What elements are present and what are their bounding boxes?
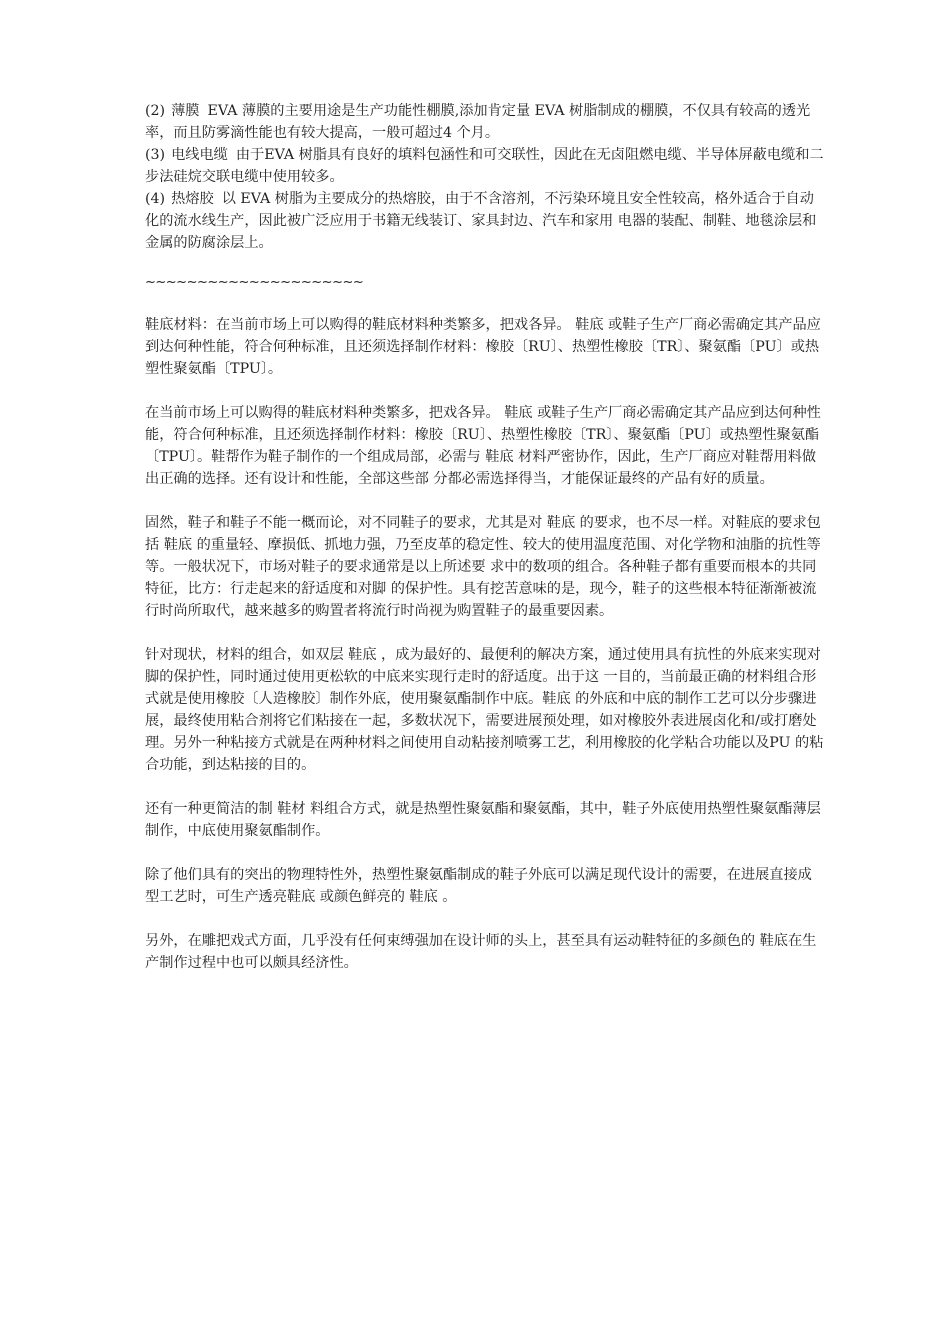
list-item-cable [145,144,825,188]
list-item-number: (2) [145,103,166,119]
list-item-text: 由于EVA 树脂具有良好的填料包涵性和可交联性，因此在无卤阻燃电缆、半导体屏蔽电缆和二步法硅烷交联电缆中使用较多。 [145,147,824,185]
paragraph-physical-properties: 除了他们具有的突出的物理特性外，热塑性聚氨酯制成的鞋子外底可以满足现代设计的需要，在进展直接成型工艺时，可生产透亮鞋底 或颜色鲜亮的 鞋底 。 [145,867,812,905]
list-item-title: 薄膜 [171,103,200,119]
list-item-number: (3) [145,147,166,163]
list-item-number: (4) [145,191,166,207]
tilde-divider: ~~~~~~~~~~~~~~~~~~~~~ [145,275,364,290]
list-item-title: 电线电缆 [171,147,228,163]
paragraph-market: 在当前市场上可以购得的鞋底材料种类繁多，把戏各异。 鞋底 或鞋子生产厂商必需确定其产品应到达何种性能，符合何种标准，且还须选择制作材料：橡胶〔RU〕、热塑性橡胶〔TR〕、聚氨酯〔PU〕或热塑性聚氨酯〔TPU〕。鞋帮作为鞋子制作的一个组成局部，必需与 鞋底 材料严密协作，因此，生产厂商应对鞋帮用料做出正确的选择。还有设计和性能，全部这些部 分都必需选择得当，才能保证最终的产品有好的质量。 [145,405,821,487]
list-item-hot-melt [145,188,825,254]
list-item-film [145,100,825,144]
paragraph-sole-materials: 鞋底材料：在当前市场上可以购得的鞋底材料种类繁多，把戏各异。 鞋底 或鞋子生产厂商必需确定其产品应到达何种性能，符合何种标准，且还须选择制作材料：橡胶〔RU〕、热塑性橡胶〔TR〕、聚氨酯〔PU〕或热塑性聚氨酯〔TPU〕。 [145,317,821,377]
paragraph-tpu-pu: 还有一种更简洁的制 鞋材 料组合方式，就是热塑性聚氨酯和聚氨酯，其中，鞋子外底使用热塑性聚氨酯薄层制作，中底使用聚氨酯制作。 [145,801,821,839]
paragraph-requirements: 固然，鞋子和鞋子不能一概而论，对不同鞋子的要求，尤其是对 鞋底 的要求，也不尽一样。对鞋底的要求包括 鞋底 的重量轻、摩损低、抓地力强，乃至皮革的稳定性、较大的使用温度范围、对化学物和油脂的抗性等等。一般状况下，市场对鞋子的要求通常是以上所述要 求中的数项的组合。各种鞋子都有重要而根本的共同特征，比方：行走起来的舒适度和对脚 的保护性。具有挖苦意味的是，现今，鞋子的这些根本特征渐渐被流行时尚所取代，越来越多的购置者将流行时尚视为购置鞋子的最重要因素。 [145,515,821,619]
list-item-text: 以 EVA 树脂为主要成分的热熔胶，由于不含溶剂，不污染环境且安全性较高，格外适合于自动化的流水线生产，因此被广泛应用于书籍无线装订、家具封边、汽车和家用 电器的装配、制鞋、地毯涂层和金属的防腐涂层上。 [145,191,817,251]
paragraph-design: 另外，在雕把戏式方面，几乎没有任何束缚强加在设计师的头上，甚至具有运动鞋特征的多颜色的 鞋底在生产制作过程中也可以颇具经济性。 [145,933,817,971]
document-page [145,100,825,996]
paragraph-combination: 针对现状，材料的组合，如双层 鞋底 ，成为最好的、最便利的解决方案，通过使用具有抗性的外底来实现对脚的保护性，同时通过使用更松软的中底来实现行走时的舒适度。出于这 一目的，当前最正确的材料组合形式就是使用橡胶〔人造橡胶〕制作外底，使用聚氨酯制作中底。鞋底 的外底和中底的制作工艺可以分步骤进展，最终使用粘合剂将它们粘接在一起，多数状况下，需要进展预处理，如对橡胶外表进展卤化和/或打磨处理。另外一种粘接方式就是在两种材料之间使用自动粘接剂喷雾工艺，利用橡胶的化学粘合功能以及PU 的粘合功能，到达粘接的目的。 [145,647,824,773]
list-item-title: 热熔胶 [171,191,214,207]
list-item-text: EVA 薄膜的主要用途是生产功能性棚膜,添加肯定量 EVA 树脂制成的棚膜，不仅具有较高的透光率，而且防雾滴性能也有较大提高，一般可超过4 个月。 [145,103,811,141]
